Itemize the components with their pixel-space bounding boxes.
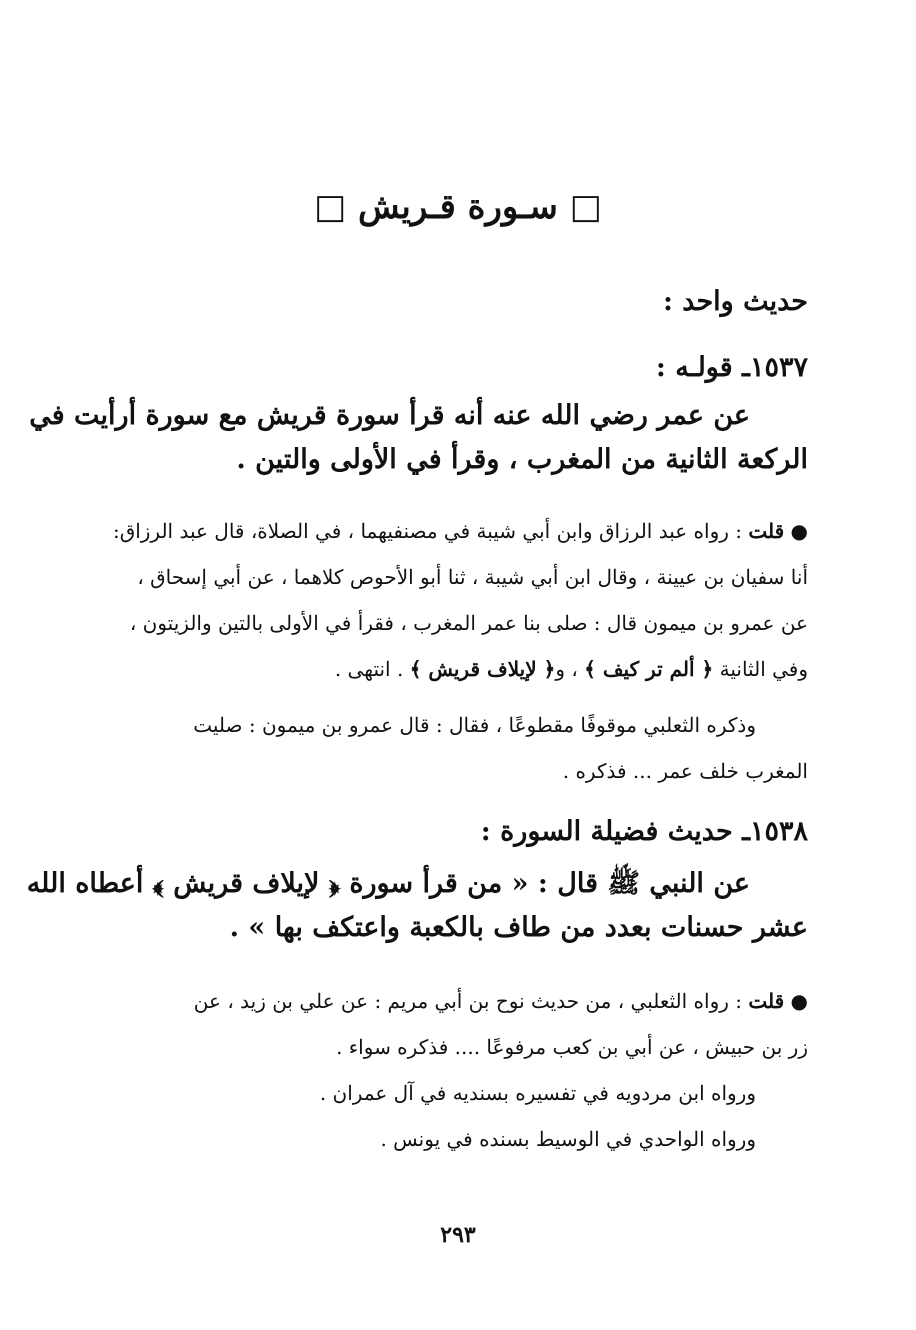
commentary-1538-line-1 — [194, 978, 808, 1024]
quran-quote-1: ﴿ ألم تر كيف ﴾ — [584, 657, 714, 681]
qult-label: قلت — [748, 519, 785, 543]
hadith-1537-line-2: الركعة الثانية من المغرب ، وقرأ في الأولى والتين . — [236, 444, 808, 475]
commentary-1537-line-1 — [113, 508, 808, 554]
commentary-1538-line-2: زر بن حبيش ، عن أبي بن كعب مرفوعًا .... فذكره سواء . — [336, 1035, 808, 1059]
commentary-1537-line-2: أنا سفيان بن عيينة ، وقال ابن أبي شيبة ، ثنا أبو الأحوص كلاهما ، عن أبي إسحاق ، — [137, 565, 808, 589]
hadith-1538-text — [27, 862, 808, 950]
hadith-1538-heading: ١٥٣٨ـ حديث فضيلة السورة : — [480, 816, 808, 847]
hadith-1537-text — [29, 394, 808, 482]
section-subtitle: حديث واحد : — [662, 286, 808, 317]
qult-label: قلت — [748, 989, 785, 1013]
bullet-icon: ● — [790, 519, 808, 543]
line-4-part-b: ، و — [555, 657, 578, 681]
commentary-thalabi-line-1: وذكره الثعلبي موقوفًا مقطوعًا ، فقال : قال عمرو بن ميمون : صليت — [193, 713, 756, 737]
commentary-1537-line-3: عن عمرو بن ميمون قال : صلى بنا عمر المغرب ، فقرأ في الأولى بالتين والزيتون ، — [129, 611, 808, 635]
hadith-1538-line-2: عشر حسنات بعدد من طاف بالكعبة واعتكف بها » . — [229, 912, 808, 943]
commentary-1538-line-1-text: : رواه الثعلبي ، من حديث نوح بن أبي مريم : عن علي بن زيد ، عن — [193, 989, 742, 1013]
hadith-1537-line-1: عن عمر رضي الله عنه أنه قرأ سورة قريش مع سورة أرأيت في — [29, 400, 750, 431]
commentary-1537-line-1-text: : رواه عبد الرزاق وابن أبي شيبة في مصنفيهما ، في الصلاة، قال عبد الرزاق: — [112, 519, 742, 543]
page-number: ٢٩٣ — [440, 1222, 476, 1248]
surah-title: □ سـورة قـريش □ — [314, 187, 602, 227]
commentary-thalabi-line-2: المغرب خلف عمر ... فذكره . — [562, 759, 808, 783]
commentary-thalabi — [193, 702, 808, 794]
commentary-1538 — [194, 978, 808, 1162]
line-4-part-c: . انتهى . — [334, 657, 404, 681]
commentary-1537 — [113, 508, 808, 692]
hadith-1537-heading: ١٥٣٧ـ قولـه : — [655, 352, 808, 383]
quran-quote-2: ﴿ لإيلاف قريش ﴾ — [409, 657, 556, 681]
hadith-1538-line-1: عن النبي ﷺ قال : « من قرأ سورة ﴿ لإيلاف قريش ﴾ أعطاه الله — [26, 868, 750, 899]
commentary-1538-line-4: ورواه الواحدي في الوسيط بسنده في يونس . — [380, 1127, 756, 1151]
commentary-1537-line-4 — [113, 646, 808, 692]
commentary-1538-line-3: ورواه ابن مردويه في تفسيره بسنديه في آل عمران . — [319, 1081, 756, 1105]
bullet-icon: ● — [790, 989, 808, 1013]
line-4-part-a: وفي الثانية — [719, 657, 808, 681]
